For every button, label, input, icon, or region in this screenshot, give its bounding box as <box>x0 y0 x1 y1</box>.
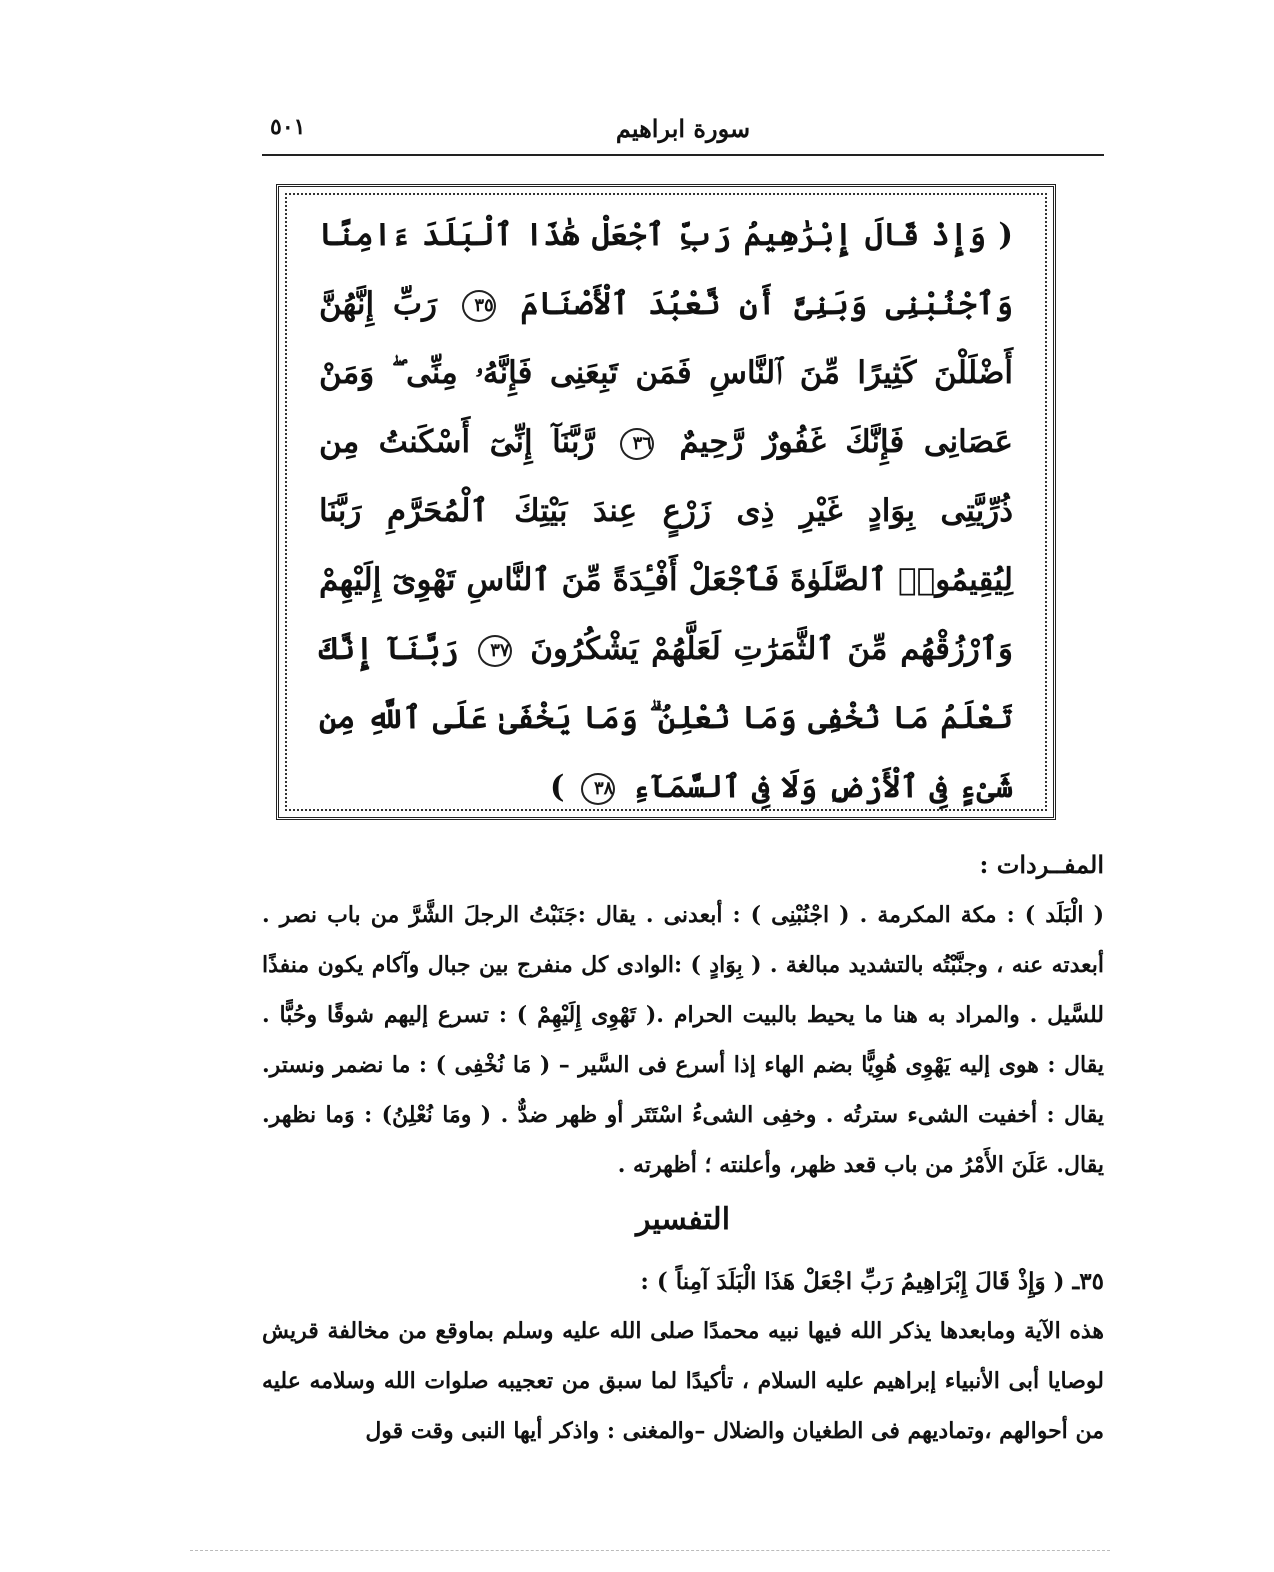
ayah-number-marker: ٣٦ <box>620 428 654 460</box>
quran-segment: ( وَإِذْ قَالَ إِبْرَٰهِيمُ رَبِّ ٱجْعَلْ هَٰذَا ٱلْبَلَدَ ءَامِنًا وَٱجْنُبْنِى <box>319 217 1013 322</box>
page-footer-line <box>190 1550 1110 1551</box>
ayah-number-marker: ٣٧ <box>478 635 512 667</box>
ayah-number-marker: ٣٨ <box>581 773 615 805</box>
ayah-number-marker: ٣٥ <box>462 290 496 322</box>
quran-segment: رَبِّ إِنَّهُنَّ أَضْلَلْنَ كَثِيرًا مِّنَ ٱلنَّاسِ <box>319 286 1014 391</box>
quran-segment: ) <box>549 769 565 805</box>
quran-segment: رَبَّنَآ إِنَّكَ تَعْلَمُ مَا نُخْفِى وَمَا نُعْلِنُ ۗ وَمَا يَخْفَىٰ عَلَى ٱللَّهِ مِن شَىْءٍ فِى ٱلْأَرْضِ وَلَا فِى ٱلسَّمَآءِ <box>319 631 1013 805</box>
quran-segment: فَمَن تَبِعَنِى فَإِنَّهُۥ مِنِّى ۖ وَمَنْ عَصَانِى فَإِنَّكَ غَفُورٌ رَّحِيمٌ <box>319 355 1013 460</box>
tafsir-heading: التفسير <box>635 1202 731 1237</box>
page-header <box>262 108 1104 156</box>
mufradat-text: ( الْبَلَد ) : مكة المكرمة . ( اجْنُبْنِى ) : أبعدنى . يقال :جَنَبْتُ الرجلَ الشَّرَّ من باب نصر . أبعدته عنه ، وجنَّبْتُه بالتشديد مبالغة . ( بِوَادٍ ) :الوادى كل منفرج بين جبال وآكام يكون منفذًا للسَّيل . والمراد به هنا ما يحيط بالبيت الحرام .( تَهْوِى إِلَيْهِمْ ) : تسرع إليهم شوقًا وحُبًّا . يقال : هوى إليه يَهْوِى هُوِيًّا بضم الهاء إذا أسرع فى السَّير – ( مَا نُخْفِى ) : ما نضمر ونستر. يقال : أخفيت الشىء سترتُه . وخفِى الشىءُ اسْتَتَر أو ظهر ضدٌّ . ( ومَا نُعْلِنُ) : وَما نظهر. يقال. عَلَنَ الأَمْرُ من باب قعد ظهر، وأعلنته ؛ أظهرته . <box>262 902 1104 1178</box>
quran-segment: وَبَنِىَّ أَن نَّعْبُدَ ٱلْأَصْنَامَ <box>520 286 868 322</box>
tafsir-text: هذه الآية ومابعدها يذكر الله فيها نبيه محمدًا صلى الله عليه وسلم بماوقع من مخالفة قريش لوصايا أبى الأنبياء إبراهيم عليه السلام ، تأكيدًا لما سبق من تعجيبه صلوات الله وسلامه عليه من أحوالهم ،وتماديهم فى الطغيان والضلال –والمغنى : واذكر أيها النبى وقت قول <box>262 1318 1104 1444</box>
mufradat-heading: المفــردات : <box>979 850 1104 879</box>
tafsir-verse-reference: ٣٥ـ ( وَإِذْ قَالَ إِبْرَاهِيمُ رَبِّ اجْعَلْ هَذَا الْبَلَدَ آمِناً ) : <box>640 1268 1104 1295</box>
surah-title: سورة ابراهيم <box>615 114 751 143</box>
page-number: ٥٠١ <box>270 114 306 140</box>
quran-segment: رَّبَّنَآ إِنِّىٓ أَسْكَنتُ مِن ذُرِّيَّتِى بِوَادٍ غَيْرِ ذِى زَرْعٍ عِندَ بَيْتِكَ ٱلْمُحَرَّمِ رَبَّنَا لِيُقِيمُوا۟ ٱلصَّلَوٰةَ فَٱجْعَلْ أَفْـِٔدَةً مِّنَ ٱلنَّاسِ تَهْوِىٓ إِلَيْهِمْ وَٱرْزُقْهُم مِّنَ ٱلثَّمَرَٰتِ لَعَلَّهُمْ يَشْكُرُونَ <box>319 424 1014 667</box>
quran-text <box>319 201 1013 822</box>
quran-frame <box>276 184 1056 820</box>
